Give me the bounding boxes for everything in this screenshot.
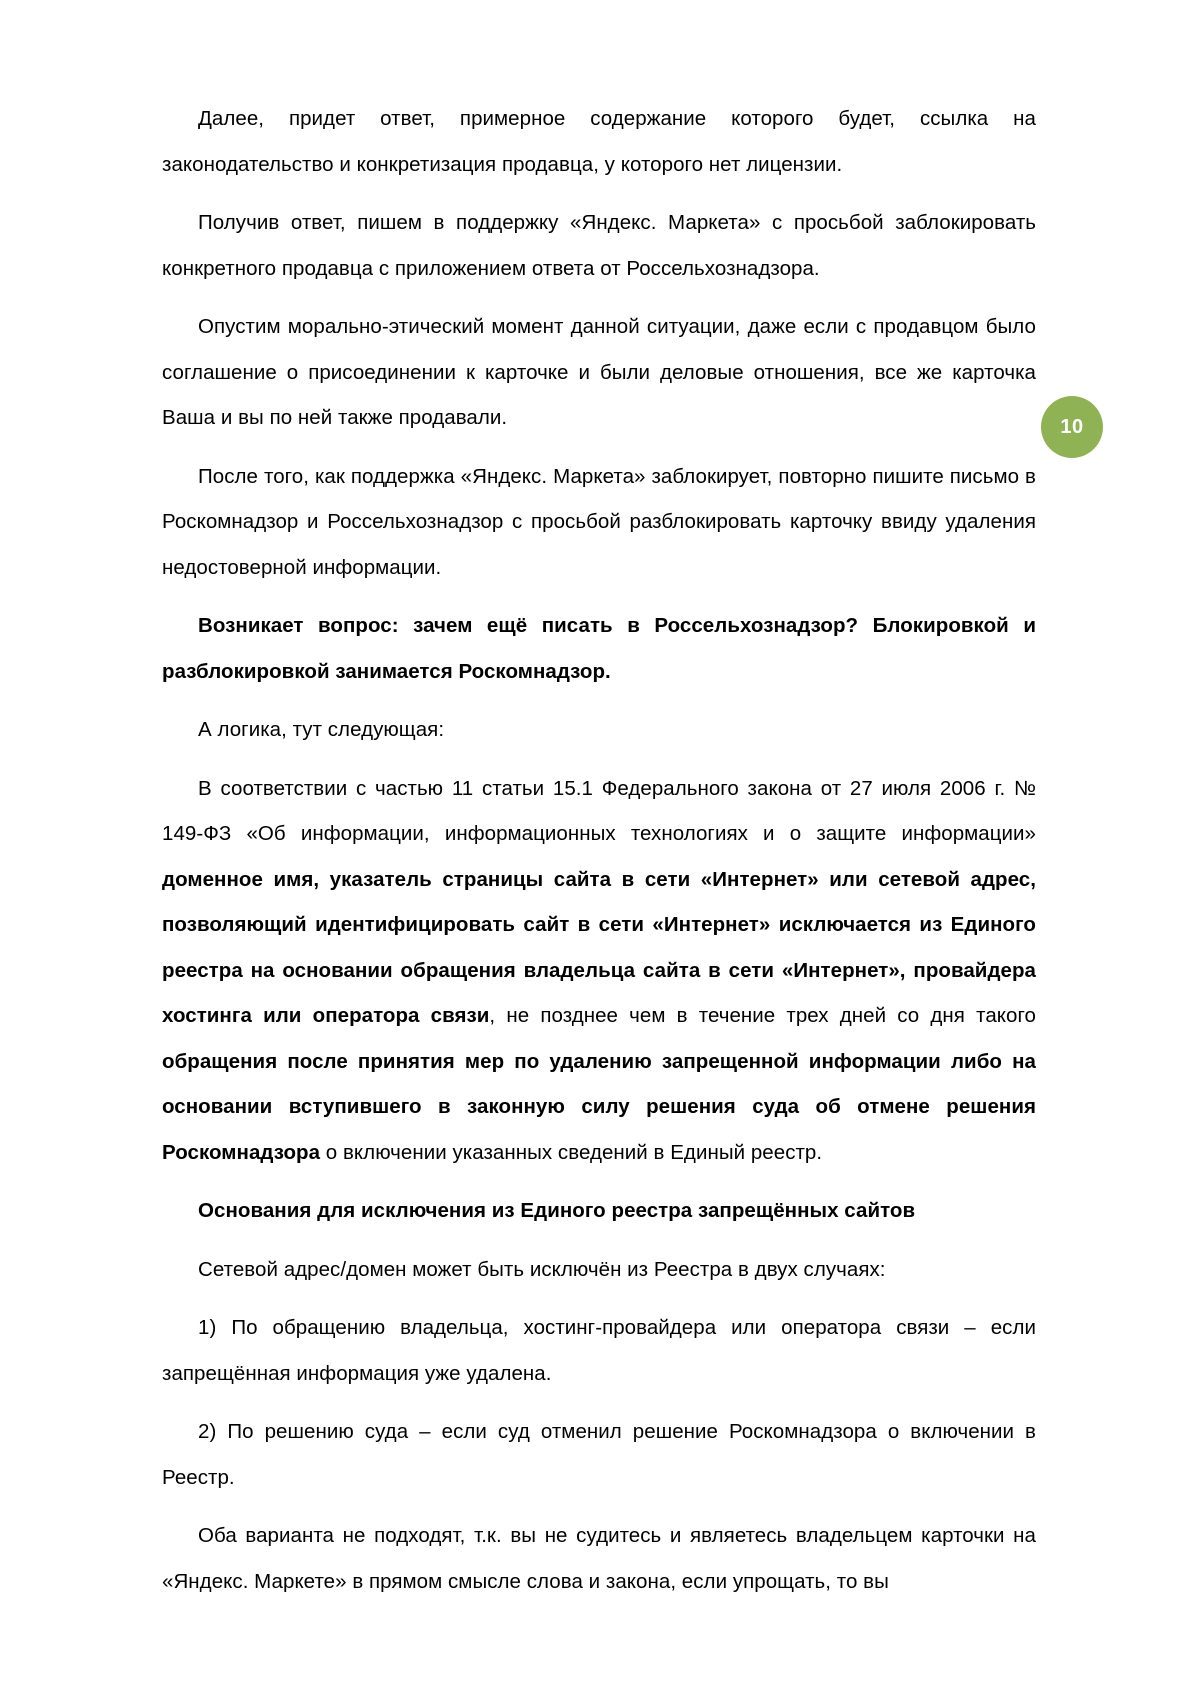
page-number-badge: 10 (1041, 396, 1103, 458)
paragraph-5-bold-question: Возникает вопрос: зачем ещё писать в Россельхознадзор? Блокировкой и разблокировкой занимается Роскомнадзор. (162, 614, 1036, 683)
law-run-plain-2: , не позднее чем в течение трех дней со дня такого (489, 1004, 1036, 1027)
paragraph-4: После того, как поддержка «Яндекс. Маркета» заблокирует, повторно пишите письмо в Роскомнадзор и Россельхознадзор с просьбой разблокировать карточку ввиду удаления недостоверной информации. (162, 464, 1036, 579)
paragraph-12-conclusion: Оба варианта не подходят, т.к. вы не судитесь и являетесь владельцем карточки на «Яндекс. Маркете» в прямом смысле слова и закона, если упрощать, то вы (162, 1524, 1036, 1593)
paragraph-1: Далее, придет ответ, примерное содержание которого будет, ссылка на законодательство и конкретизация продавца, у которого нет лицензии. (162, 107, 1036, 176)
law-run-bold-1: доменное имя, указатель страницы сайта в сети «Интернет» или сетевой адрес, позволяющий идентифицировать сайт в сети «Интернет» исключается из Единого реестра на основании обращения владельца сайта в сети «Интернет», провайдера хостинга или оператора связи (162, 867, 1036, 1027)
paragraph-11-case-two: 2) По решению суда – если суд отменил решение Роскомнадзора о включении в Реестр. (162, 1420, 1036, 1489)
paragraph-9-two-cases: Сетевой адрес/домен может быть исключён из Реестра в двух случаях: (198, 1257, 886, 1281)
document-body (162, 96, 1036, 1604)
section-heading-grounds: Основания для исключения из Единого реестра запрещённых сайтов (198, 1199, 916, 1222)
law-run-plain-3: о включении указанных сведений в Единый реестр. (320, 1140, 823, 1164)
paragraph-2: Получив ответ, пишем в поддержку «Яндекс. Маркета» с просьбой заблокировать конкретного продавца с приложением ответа от Россельхознадзора. (162, 211, 1036, 280)
paragraph-3: Опустим морально-этический момент данной ситуации, даже если с продавцом было соглашение о присоединении к карточке и были деловые отношения, все же карточка Ваша и вы по ней также продавали. (162, 315, 1036, 429)
paragraph-7-law-citation (162, 766, 1036, 1176)
law-run-bold-2: обращения после принятия мер по удалению запрещенной информации либо на основании вступившего в законную силу решения суда об отмене решения Роскомнадзора (162, 1049, 1036, 1164)
law-run-plain-1: В соответствии с частью 11 статьи 15.1 Федерального закона от 27 июля 2006 г. № 149-ФЗ «Об информации, информационных технологиях и о защите информации» (162, 776, 1036, 845)
paragraph-10-case-one: 1) По обращению владельца, хостинг-провайдера или оператора связи – если запрещённая информация уже удалена. (162, 1316, 1036, 1385)
paragraph-6-logic-intro: А логика, тут следующая: (198, 718, 445, 741)
